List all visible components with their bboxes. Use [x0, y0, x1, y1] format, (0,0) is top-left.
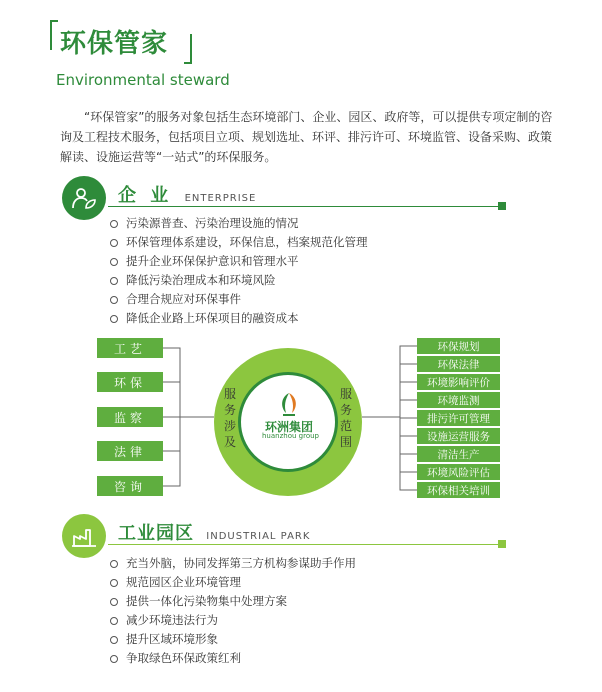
left-item-box: 监察 [97, 407, 163, 427]
bullet-circle-icon [110, 296, 118, 304]
left-item-box: 法律 [97, 441, 163, 461]
right-item-box: 环境监测 [417, 392, 500, 408]
enterprise-list [110, 214, 368, 328]
section-park-header [62, 514, 522, 558]
list-item: 充当外脑，协同发挥第三方机构参谋助手作用 [110, 554, 356, 573]
ring-label-left: 服 务 涉 及 [223, 387, 236, 449]
section-divider-line [108, 544, 500, 545]
section-enterprise-title-en: ENTERPRISE [184, 193, 257, 204]
bullet-circle-icon [110, 560, 118, 568]
section-divider-end [498, 202, 506, 210]
person-leaf-icon [62, 176, 106, 220]
bullet-circle-icon [110, 220, 118, 228]
bullet-circle-icon [110, 239, 118, 247]
section-park-title-en: INDUSTRIAL PARK [206, 531, 311, 542]
list-item: 合理合规应对环保事件 [110, 290, 368, 309]
bullet-circle-icon [110, 579, 118, 587]
logo-name-cn: 环洲集团 [264, 420, 313, 434]
page-title: 环保管家 [60, 29, 169, 59]
factory-icon [62, 514, 106, 558]
company-logo-icon [277, 391, 301, 417]
bullet-circle-icon [110, 315, 118, 323]
bullet-circle-icon [110, 598, 118, 606]
list-item: 提升区域环境形象 [110, 630, 356, 649]
section-enterprise-title [118, 181, 256, 207]
bullet-circle-icon [110, 636, 118, 644]
list-item: 降低污染治理成本和环境风险 [110, 271, 368, 290]
section-park-title [118, 519, 310, 545]
list-item: 环保管理体系建设，环保信息，档案规范化管理 [110, 233, 368, 252]
page-title-block [50, 14, 250, 94]
left-item-box: 工艺 [97, 338, 163, 358]
left-item-box: 咨询 [97, 476, 163, 496]
page-subtitle: Environmental steward [56, 71, 230, 89]
service-diagram [0, 336, 602, 508]
park-list [110, 554, 356, 668]
title-bracket-left [50, 20, 58, 50]
right-item-box: 环境风险评估 [417, 464, 500, 480]
section-enterprise-title-cn: 企 业 [118, 185, 173, 206]
list-item: 污染源普查、污染治理设施的情况 [110, 214, 368, 233]
title-bracket-right [184, 34, 192, 64]
bullet-circle-icon [110, 258, 118, 266]
right-item-box: 环境影响评价 [417, 374, 500, 390]
list-item: 减少环境违法行为 [110, 611, 356, 630]
bullet-circle-icon [110, 617, 118, 625]
list-item: 降低企业路上环保项目的融资成本 [110, 309, 368, 328]
right-item-box: 环保规划 [417, 338, 500, 354]
list-item: 提升企业环保保护意识和管理水平 [110, 252, 368, 271]
right-item-box: 清洁生产 [417, 446, 500, 462]
intro-paragraph: “环保管家”的服务对象包括生态环境部门、企业、园区、政府等，可以提供专项定制的咨询及工程技术服务，包括项目立项、规划选址、环评、排污许可、环境监管、设备采购、政策解读、设施运营等“一站式”的环保服务。 [60, 110, 553, 164]
bullet-circle-icon [110, 655, 118, 663]
left-item-box: 环保 [97, 372, 163, 392]
list-item: 争取绿色环保政策红利 [110, 649, 356, 668]
right-item-box: 设施运营服务 [417, 428, 500, 444]
right-item-box: 环保法律 [417, 356, 500, 372]
right-item-box: 环保相关培训 [417, 482, 500, 498]
section-divider-line [108, 206, 500, 207]
list-item: 规范园区企业环境管理 [110, 573, 356, 592]
section-park-title-cn: 工业园区 [118, 523, 194, 544]
bullet-circle-icon [110, 277, 118, 285]
right-item-box: 排污许可管理 [417, 410, 500, 426]
list-item: 提供一体化污染物集中处理方案 [110, 592, 356, 611]
logo-name-en: huanzhou group [262, 432, 319, 440]
ring-label-right: 服 务 范 围 [339, 387, 352, 449]
section-divider-end [498, 540, 506, 548]
